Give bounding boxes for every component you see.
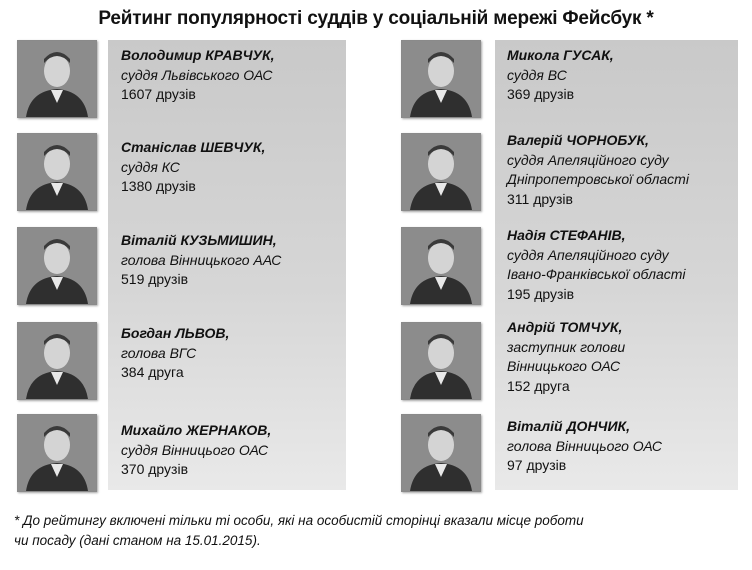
friends-count: 369 друзів <box>507 86 575 102</box>
judge-photo <box>17 322 97 400</box>
friends-count: 384 друга <box>121 364 184 380</box>
judge-position: Дніпропетровської області <box>507 171 689 187</box>
judge-info <box>507 46 614 105</box>
judge-position: заступник голови <box>507 338 626 355</box>
judge-photo <box>17 133 97 211</box>
page-title: Рейтинг популярності суддів у соціальній мережі Фейсбук * <box>98 8 654 29</box>
friends-count: 519 друзів <box>121 271 189 287</box>
judge-name: Валерій ЧОРНОБУК, <box>507 132 649 148</box>
judge-position: суддя КС <box>121 158 180 175</box>
judge-position: голова Вінницького ААС <box>121 251 282 268</box>
judge-name: Станіслав ШЕВЧУК, <box>121 139 266 155</box>
judge-info <box>121 138 265 197</box>
footnote-line: чи посаду (дані станом на 15.01.2015). <box>14 533 261 548</box>
friends-count: 152 друга <box>507 377 570 394</box>
portrait-silhouette <box>402 41 480 117</box>
judge-name: Володимир КРАВЧУК, <box>121 47 275 63</box>
judge-position: Вінницького ОАС <box>507 358 621 374</box>
judge-position: суддя Апеляційного суду <box>507 151 669 168</box>
portrait-silhouette <box>18 415 96 491</box>
judge-name: Надія СТЕФАНІВ, <box>507 227 626 243</box>
judge-name: Михайло ЖЕРНАКОВ, <box>121 422 272 438</box>
judge-position: суддя Вінницього ОАС <box>121 441 269 458</box>
friends-count: 311 друзів <box>507 190 573 207</box>
portrait-silhouette <box>18 323 96 399</box>
friends-count: 370 друзів <box>121 461 189 477</box>
portrait-silhouette <box>402 323 480 399</box>
portrait-silhouette <box>402 134 480 210</box>
judge-name: Віталій ДОНЧИК, <box>507 418 631 434</box>
friends-count: 1607 друзів <box>121 86 196 102</box>
judge-name: Богдан ЛЬВОВ, <box>121 325 230 341</box>
judge-name: Віталій КУЗЬМИШИН, <box>121 232 277 248</box>
judge-photo <box>401 322 481 400</box>
portrait-silhouette <box>18 41 96 117</box>
judge-position: суддя Апеляційного суду <box>507 246 669 263</box>
friends-count: 1380 друзів <box>121 178 196 194</box>
judge-photo <box>401 40 481 118</box>
judge-name: Микола ГУСАК, <box>507 47 614 63</box>
judge-photo <box>17 414 97 492</box>
footnote-line: * До рейтингу включені тільки ті особи, які на особистій сторінці вказали місце роботи <box>14 513 584 528</box>
judge-position: голова ВГС <box>121 344 197 361</box>
judge-photo <box>17 40 97 118</box>
judge-name: Андрій ТОМЧУК, <box>507 319 623 335</box>
judge-photo <box>401 227 481 305</box>
judge-info <box>507 417 662 476</box>
judge-info <box>121 421 271 480</box>
portrait-silhouette <box>18 134 96 210</box>
judge-position: суддя ВС <box>507 66 567 83</box>
footnote <box>14 511 734 551</box>
judge-info <box>507 131 689 209</box>
judge-position: Івано-Франківської області <box>507 266 686 282</box>
judge-info <box>121 324 229 383</box>
judge-photo <box>401 133 481 211</box>
judge-info <box>121 46 274 105</box>
judge-info <box>507 318 625 396</box>
portrait-silhouette <box>402 228 480 304</box>
friends-count: 195 друзів <box>507 285 575 302</box>
portrait-silhouette <box>18 228 96 304</box>
judge-photo <box>17 227 97 305</box>
judge-info <box>121 231 281 290</box>
judge-position: голова Вінницього ОАС <box>507 437 663 454</box>
judge-info <box>507 226 686 304</box>
judge-position: суддя Львівського ОАС <box>121 66 273 83</box>
friends-count: 97 друзів <box>507 457 567 473</box>
portrait-silhouette <box>402 415 480 491</box>
judge-photo <box>401 414 481 492</box>
